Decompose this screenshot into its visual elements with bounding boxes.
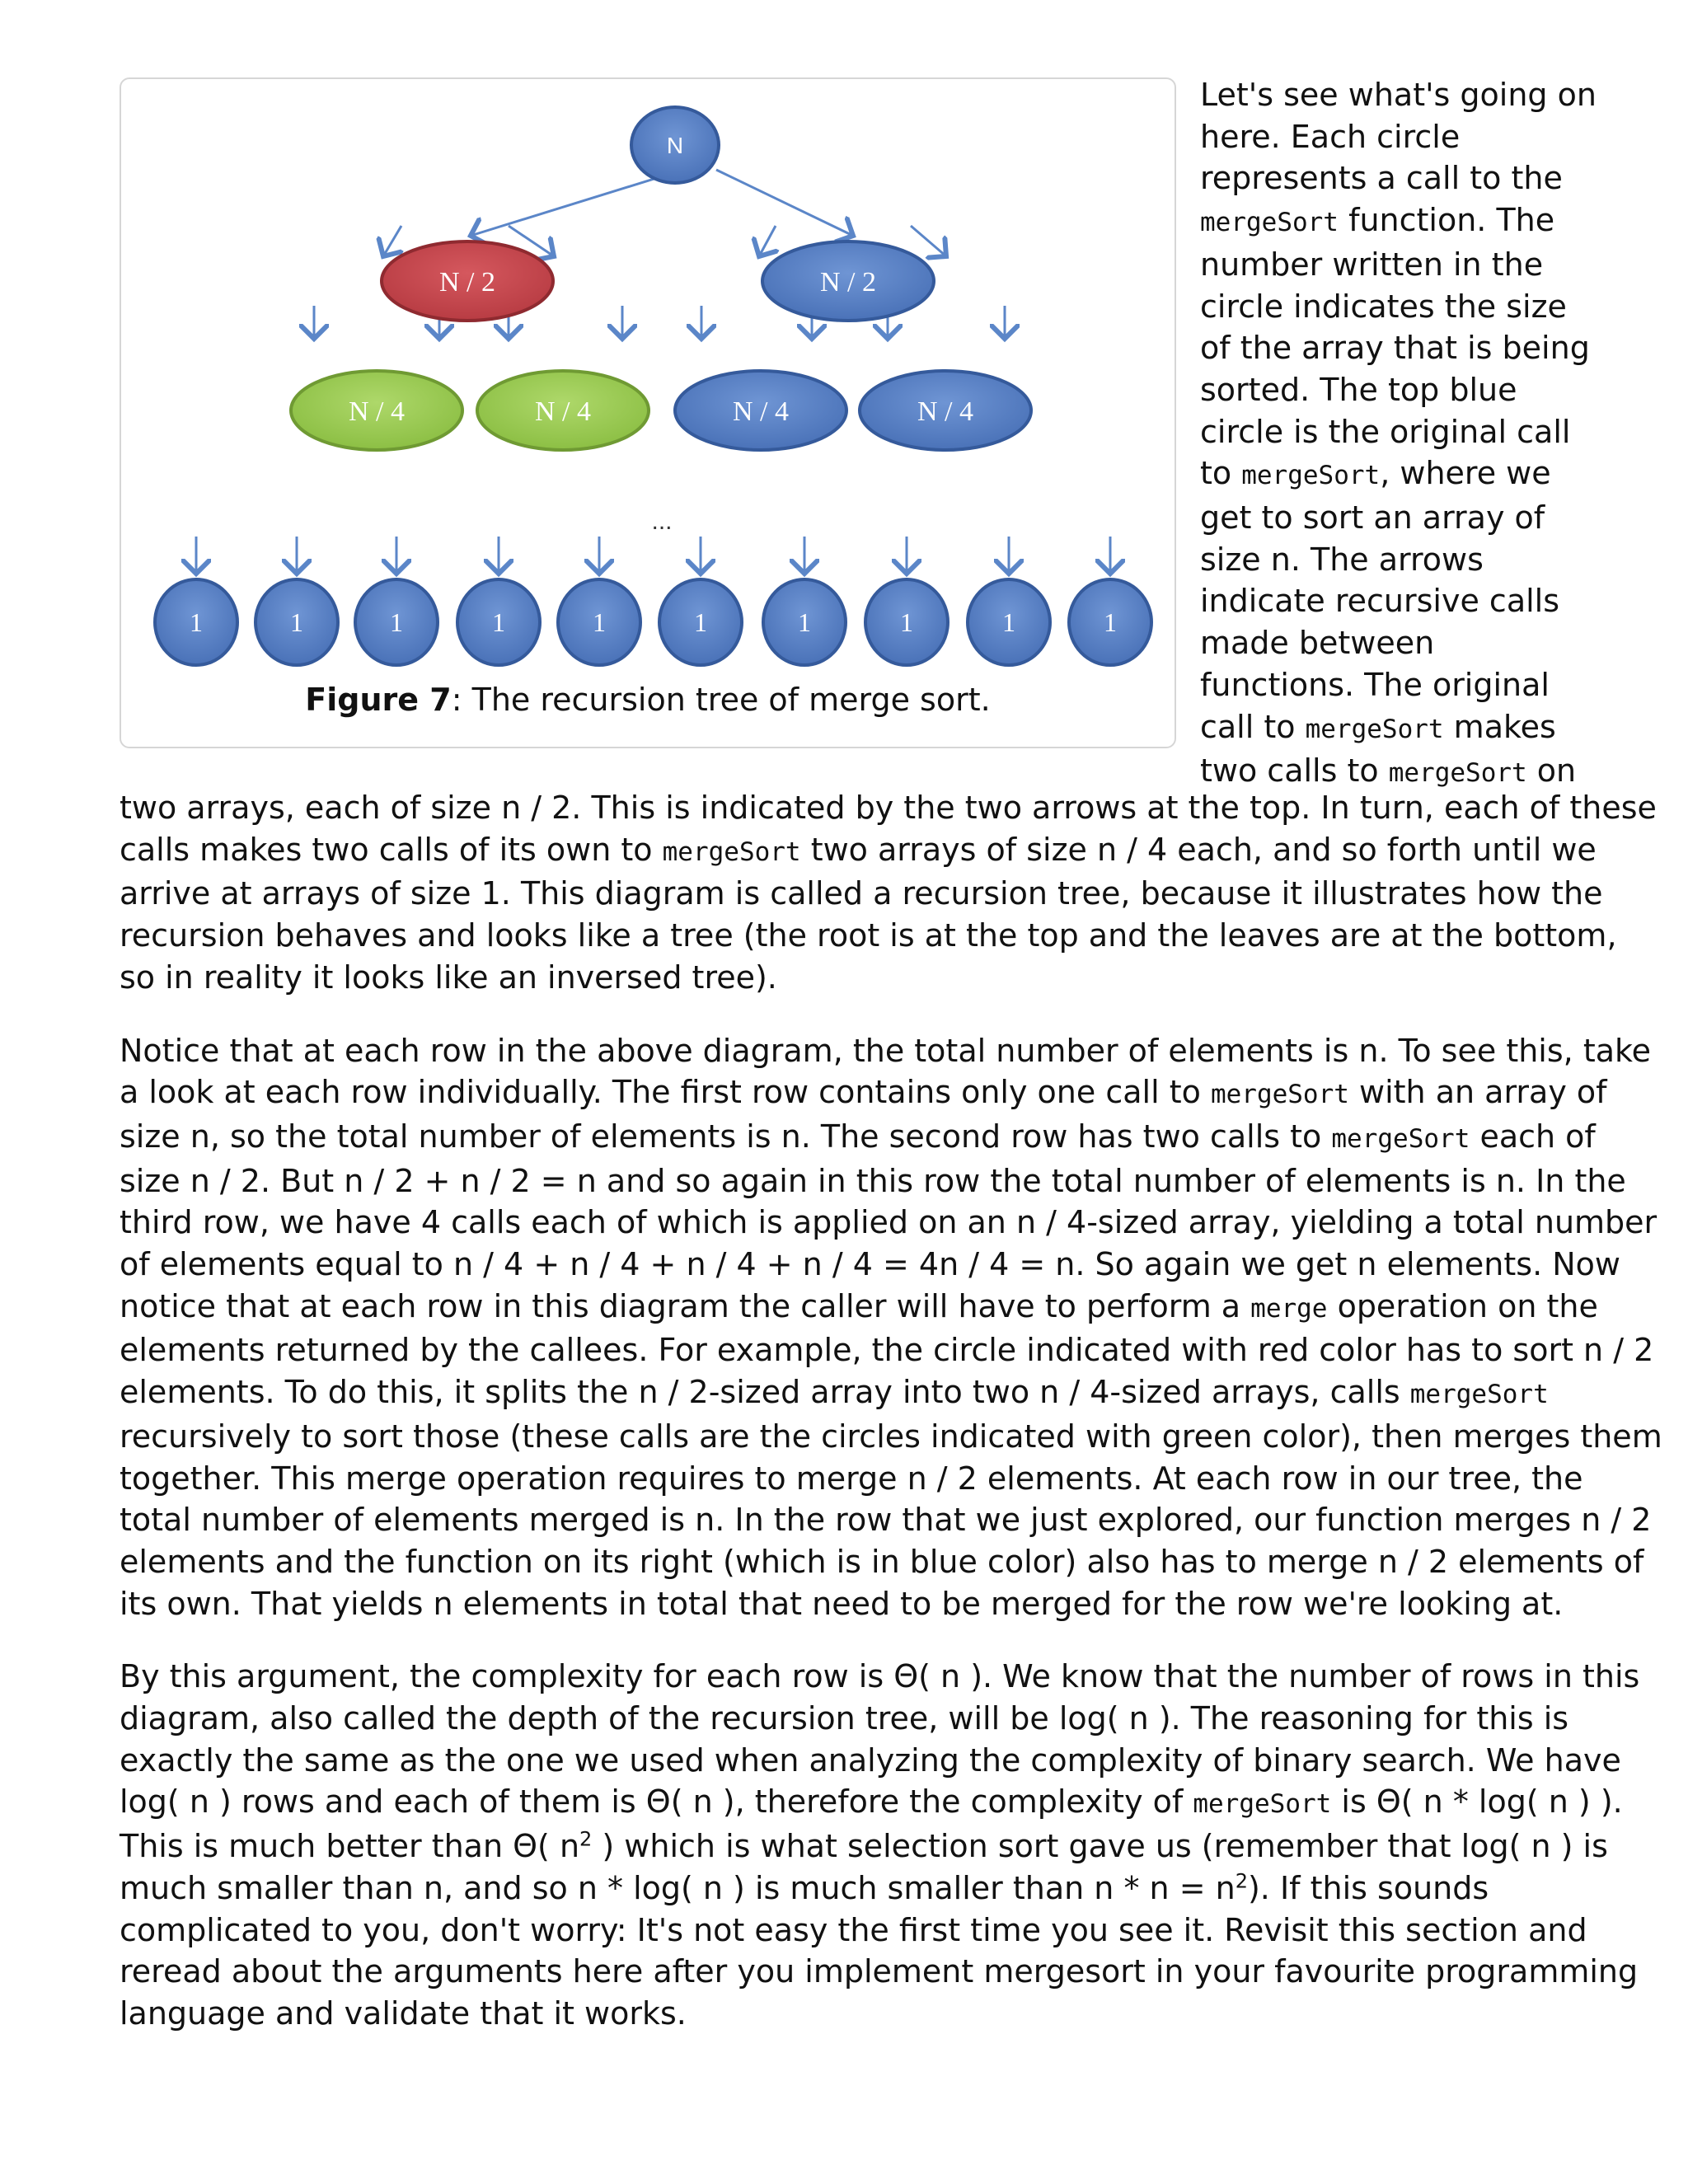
text-run: on [1526, 752, 1577, 790]
node-n4-green-2-label: N / 4 [535, 396, 591, 427]
text-line [120, 1993, 1686, 2035]
text-run: arrive at arrays of size 1. This diagram is called a recursion tree, because it illustrates how the [120, 875, 1603, 912]
text-line [120, 829, 1686, 874]
text-run: sorted. The top blue [1200, 371, 1517, 408]
text-run: By this argument, the complexity for each row is Θ( n ). We know that the number of rows in this [120, 1658, 1640, 1695]
node-n2-blue [762, 241, 934, 321]
root-node-label: N [666, 132, 684, 158]
text-line [1200, 622, 1645, 664]
text-run: recursively to sort those (these calls are the circles indicated with green color), then merges them [120, 1418, 1662, 1455]
article-body [120, 787, 1686, 2035]
text-run: total number of elements merged is n. In the row that we just explored, our function merges n / 2 [120, 1502, 1652, 1539]
text-run: Notice that at each row in the above diagram, the total number of elements is n. To see this, take [120, 1032, 1652, 1069]
text-run: circle is the original call [1200, 413, 1571, 450]
edge-l2b-l3d [911, 226, 946, 256]
text-line [120, 787, 1686, 829]
text-run: Let's see what's going on [1200, 77, 1597, 113]
node-n2-blue-label: N / 2 [820, 266, 876, 298]
text-line [1200, 116, 1645, 158]
text-line [120, 1781, 1686, 1825]
text-line [120, 957, 1686, 999]
node-n4-blue-1-label: N / 4 [733, 396, 789, 427]
text-run: makes [1443, 708, 1556, 745]
superscript: 2 [1235, 1869, 1248, 1893]
text-line [120, 1416, 1686, 1458]
text-run: functions. The original [1200, 666, 1550, 703]
text-line [1200, 452, 1645, 497]
text-line [120, 1583, 1686, 1625]
text-run: number written in the [1200, 246, 1544, 283]
text-run: operation on the [1327, 1287, 1598, 1324]
text-run: together. This merge operation requires to merge n / 2 elements. At each row in our tree, the [120, 1460, 1583, 1497]
text-run: third row, we have 4 calls each of which is applied on an n / 4-sized array, yielding a total number [120, 1204, 1658, 1241]
node-n4-green-2 [477, 371, 649, 450]
leaf-node-2 [256, 579, 338, 665]
text-run: exactly the same as the one we used when analyzing the complexity of binary search. We have [120, 1741, 1621, 1779]
text-line [1200, 244, 1645, 286]
text-line [120, 1071, 1686, 1116]
text-run: here. Each circle [1200, 118, 1461, 155]
node-n4-blue-2-label: N / 4 [917, 396, 973, 427]
figure-caption-text: : The recursion tree of merge sort. [451, 682, 991, 718]
leaf-node-1-label: 1 [190, 607, 203, 638]
node-n4-blue-1 [675, 371, 846, 450]
text-run: ) which is what selection sort gave us (remember that log( n ) is [592, 1828, 1608, 1865]
leaf-node-9-label: 1 [1002, 607, 1015, 638]
text-line [1200, 286, 1645, 328]
text-run: of elements equal to n / 4 + n / 4 + n / 4 + n / 4 = 4n / 4 = n. So again we get n elements. Now [120, 1246, 1620, 1283]
text-line [120, 1202, 1686, 1244]
text-run: elements and the function on its right (which is in blue color) also has to merge n / 2 elements of [120, 1543, 1644, 1580]
text-line [120, 1541, 1686, 1583]
text-line [120, 1825, 1686, 1868]
text-run: is Θ( n * log( n ) ). [1331, 1783, 1623, 1821]
leaf-node-7 [763, 579, 846, 665]
text-run: size n. The arrows [1200, 541, 1484, 578]
inline-code: mergeSort [1331, 1123, 1470, 1154]
text-run: call to [1200, 708, 1306, 745]
text-line [120, 1951, 1686, 1993]
leaf-node-5 [558, 579, 640, 665]
text-run: elements returned by the callees. For example, the circle indicated with red color has to sort n / 2 [120, 1332, 1654, 1369]
text-run: each of [1470, 1118, 1596, 1155]
leaf-node-8 [865, 579, 948, 665]
text-line [120, 1868, 1686, 1910]
recursion-tree-diagram [121, 79, 1178, 673]
text-line [1200, 199, 1645, 244]
wrapped-intro-text [1200, 74, 1645, 794]
text-line [120, 1740, 1686, 1782]
text-run: two calls to [1200, 752, 1389, 790]
text-run: recursion behaves and looks like a tree (the root is at the top and the leaves are at the bottom, [120, 917, 1617, 954]
text-run: with an array of [1348, 1074, 1607, 1111]
text-line [120, 1244, 1686, 1286]
leaf-node-2-label: 1 [290, 607, 303, 638]
text-run: to [1200, 455, 1242, 492]
edge-l2b-l3c [759, 226, 776, 256]
text-run: of the array that is being [1200, 330, 1590, 367]
text-run: size n, so the total number of elements is n. The second row has two calls to [120, 1118, 1332, 1155]
text-run: log( n ) rows and each of them is Θ( n ), therefore the complexity of [120, 1783, 1193, 1821]
text-line [1200, 157, 1645, 199]
text-line [120, 1371, 1686, 1416]
inline-code: mergeSort [1193, 1789, 1332, 1820]
text-line [120, 1910, 1686, 1952]
paragraph-gap [120, 999, 1686, 1030]
text-line [1200, 706, 1645, 751]
leaf-node-3-label: 1 [390, 607, 403, 638]
text-line [1200, 327, 1645, 369]
text-line [120, 1329, 1686, 1371]
leaf-node-7-label: 1 [798, 607, 811, 638]
paragraph [120, 1656, 1686, 2034]
inline-code: mergeSort [1210, 1080, 1349, 1110]
text-line [120, 1499, 1686, 1541]
text-run: language and validate that it works. [120, 1994, 687, 2032]
figure-caption-label: Figure 7 [305, 682, 452, 718]
text-run: ). If this sounds [1247, 1869, 1489, 1906]
text-line [1200, 664, 1645, 706]
leaf-node-6-label: 1 [694, 607, 707, 638]
leaf-node-3 [355, 579, 438, 665]
text-line [120, 1116, 1686, 1160]
leaf-node-1 [155, 579, 237, 665]
leaf-node-10 [1069, 579, 1151, 665]
text-line [1200, 411, 1645, 453]
text-run: made between [1200, 625, 1435, 662]
text-run: a look at each row individually. The first row contains only one call to [120, 1074, 1211, 1111]
text-run: two arrays of size n / 4 each, and so forth until we [800, 831, 1597, 868]
paragraph [120, 1030, 1686, 1625]
leaf-node-4 [457, 579, 540, 665]
leaf-node-8-label: 1 [900, 607, 913, 638]
text-run: two arrays, each of size n / 2. This is indicated by the two arrows at the top. In turn, each of these [120, 790, 1657, 826]
inline-code: mergeSort [662, 837, 801, 867]
text-run: elements. To do this, it splits the n / 2-sized array into two n / 4-sized arrays, calls [120, 1374, 1410, 1411]
text-run: calls makes two calls of its own to [120, 831, 663, 868]
text-line [120, 873, 1686, 915]
text-line [120, 915, 1686, 957]
text-run: so in reality it looks like an inversed tree). [120, 958, 777, 996]
inline-code: mergeSort [1388, 758, 1527, 789]
text-run: diagram, also called the depth of the recursion tree, will be log( n ). The reasoning for this is [120, 1700, 1569, 1737]
text-run: size n / 2. But n / 2 + n / 2 = n and so again in this row the total number of elements is n. In the [120, 1162, 1626, 1199]
inline-code: merge [1250, 1293, 1328, 1324]
text-line [1200, 497, 1645, 539]
node-n4-green-1 [291, 371, 462, 450]
leaf-node-6 [659, 579, 742, 665]
superscript: 2 [579, 1827, 593, 1851]
node-n4-blue-2 [860, 371, 1031, 450]
text-run: function. The [1338, 202, 1555, 239]
leaf-node-9 [968, 579, 1050, 665]
leaf-node-10-label: 1 [1104, 607, 1117, 638]
text-run: much smaller than n, and so n * log( n ) is much smaller than n * n = n [120, 1869, 1236, 1906]
text-run: This is much better than Θ( n [120, 1828, 580, 1865]
leaf-node-4-label: 1 [492, 607, 505, 638]
text-run: reread about the arguments here after you implement mergesort in your favourite programming [120, 1953, 1639, 1990]
text-line [120, 1030, 1686, 1072]
text-run: get to sort an array of [1200, 499, 1545, 537]
text-line [1200, 369, 1645, 411]
node-n2-red [382, 241, 553, 321]
text-line [1200, 74, 1645, 116]
edge-root-right [716, 170, 853, 236]
text-run: indicate recursive calls [1200, 583, 1560, 620]
text-line [120, 1286, 1686, 1330]
text-line [120, 1458, 1686, 1500]
text-line [1200, 539, 1645, 581]
edge-l2a-l3a [383, 226, 401, 256]
paragraph [120, 787, 1686, 999]
text-line [120, 1656, 1686, 1698]
leaf-node-5-label: 1 [593, 607, 606, 638]
inline-code: mergeSort [1241, 461, 1381, 491]
text-run: notice that at each row in this diagram the caller will have to perform a [120, 1287, 1251, 1324]
node-n2-red-label: N / 2 [439, 266, 495, 298]
edge-root-left [471, 170, 683, 236]
text-run: , where we [1380, 455, 1551, 492]
figure-caption [121, 679, 1175, 720]
text-run: complicated to you, don't worry: It's not easy the first time you see it. Revisit this section and [120, 1911, 1587, 1948]
text-line [1200, 580, 1645, 622]
text-run: its own. That yields n elements in total that need to be merged for the row we're looking at. [120, 1585, 1564, 1622]
paragraph-gap [120, 1624, 1686, 1656]
text-line [120, 1698, 1686, 1740]
figure-7 [120, 77, 1176, 748]
inline-code: mergeSort [1409, 1380, 1549, 1410]
text-run: circle indicates the size [1200, 288, 1567, 325]
text-run: represents a call to the [1200, 160, 1563, 197]
inline-code: mergeSort [1200, 208, 1339, 238]
ellipsis-text: ... [651, 508, 673, 535]
node-n4-green-1-label: N / 4 [349, 396, 405, 427]
root-node [631, 107, 719, 183]
text-line [120, 1160, 1686, 1202]
inline-code: mergeSort [1305, 714, 1444, 744]
